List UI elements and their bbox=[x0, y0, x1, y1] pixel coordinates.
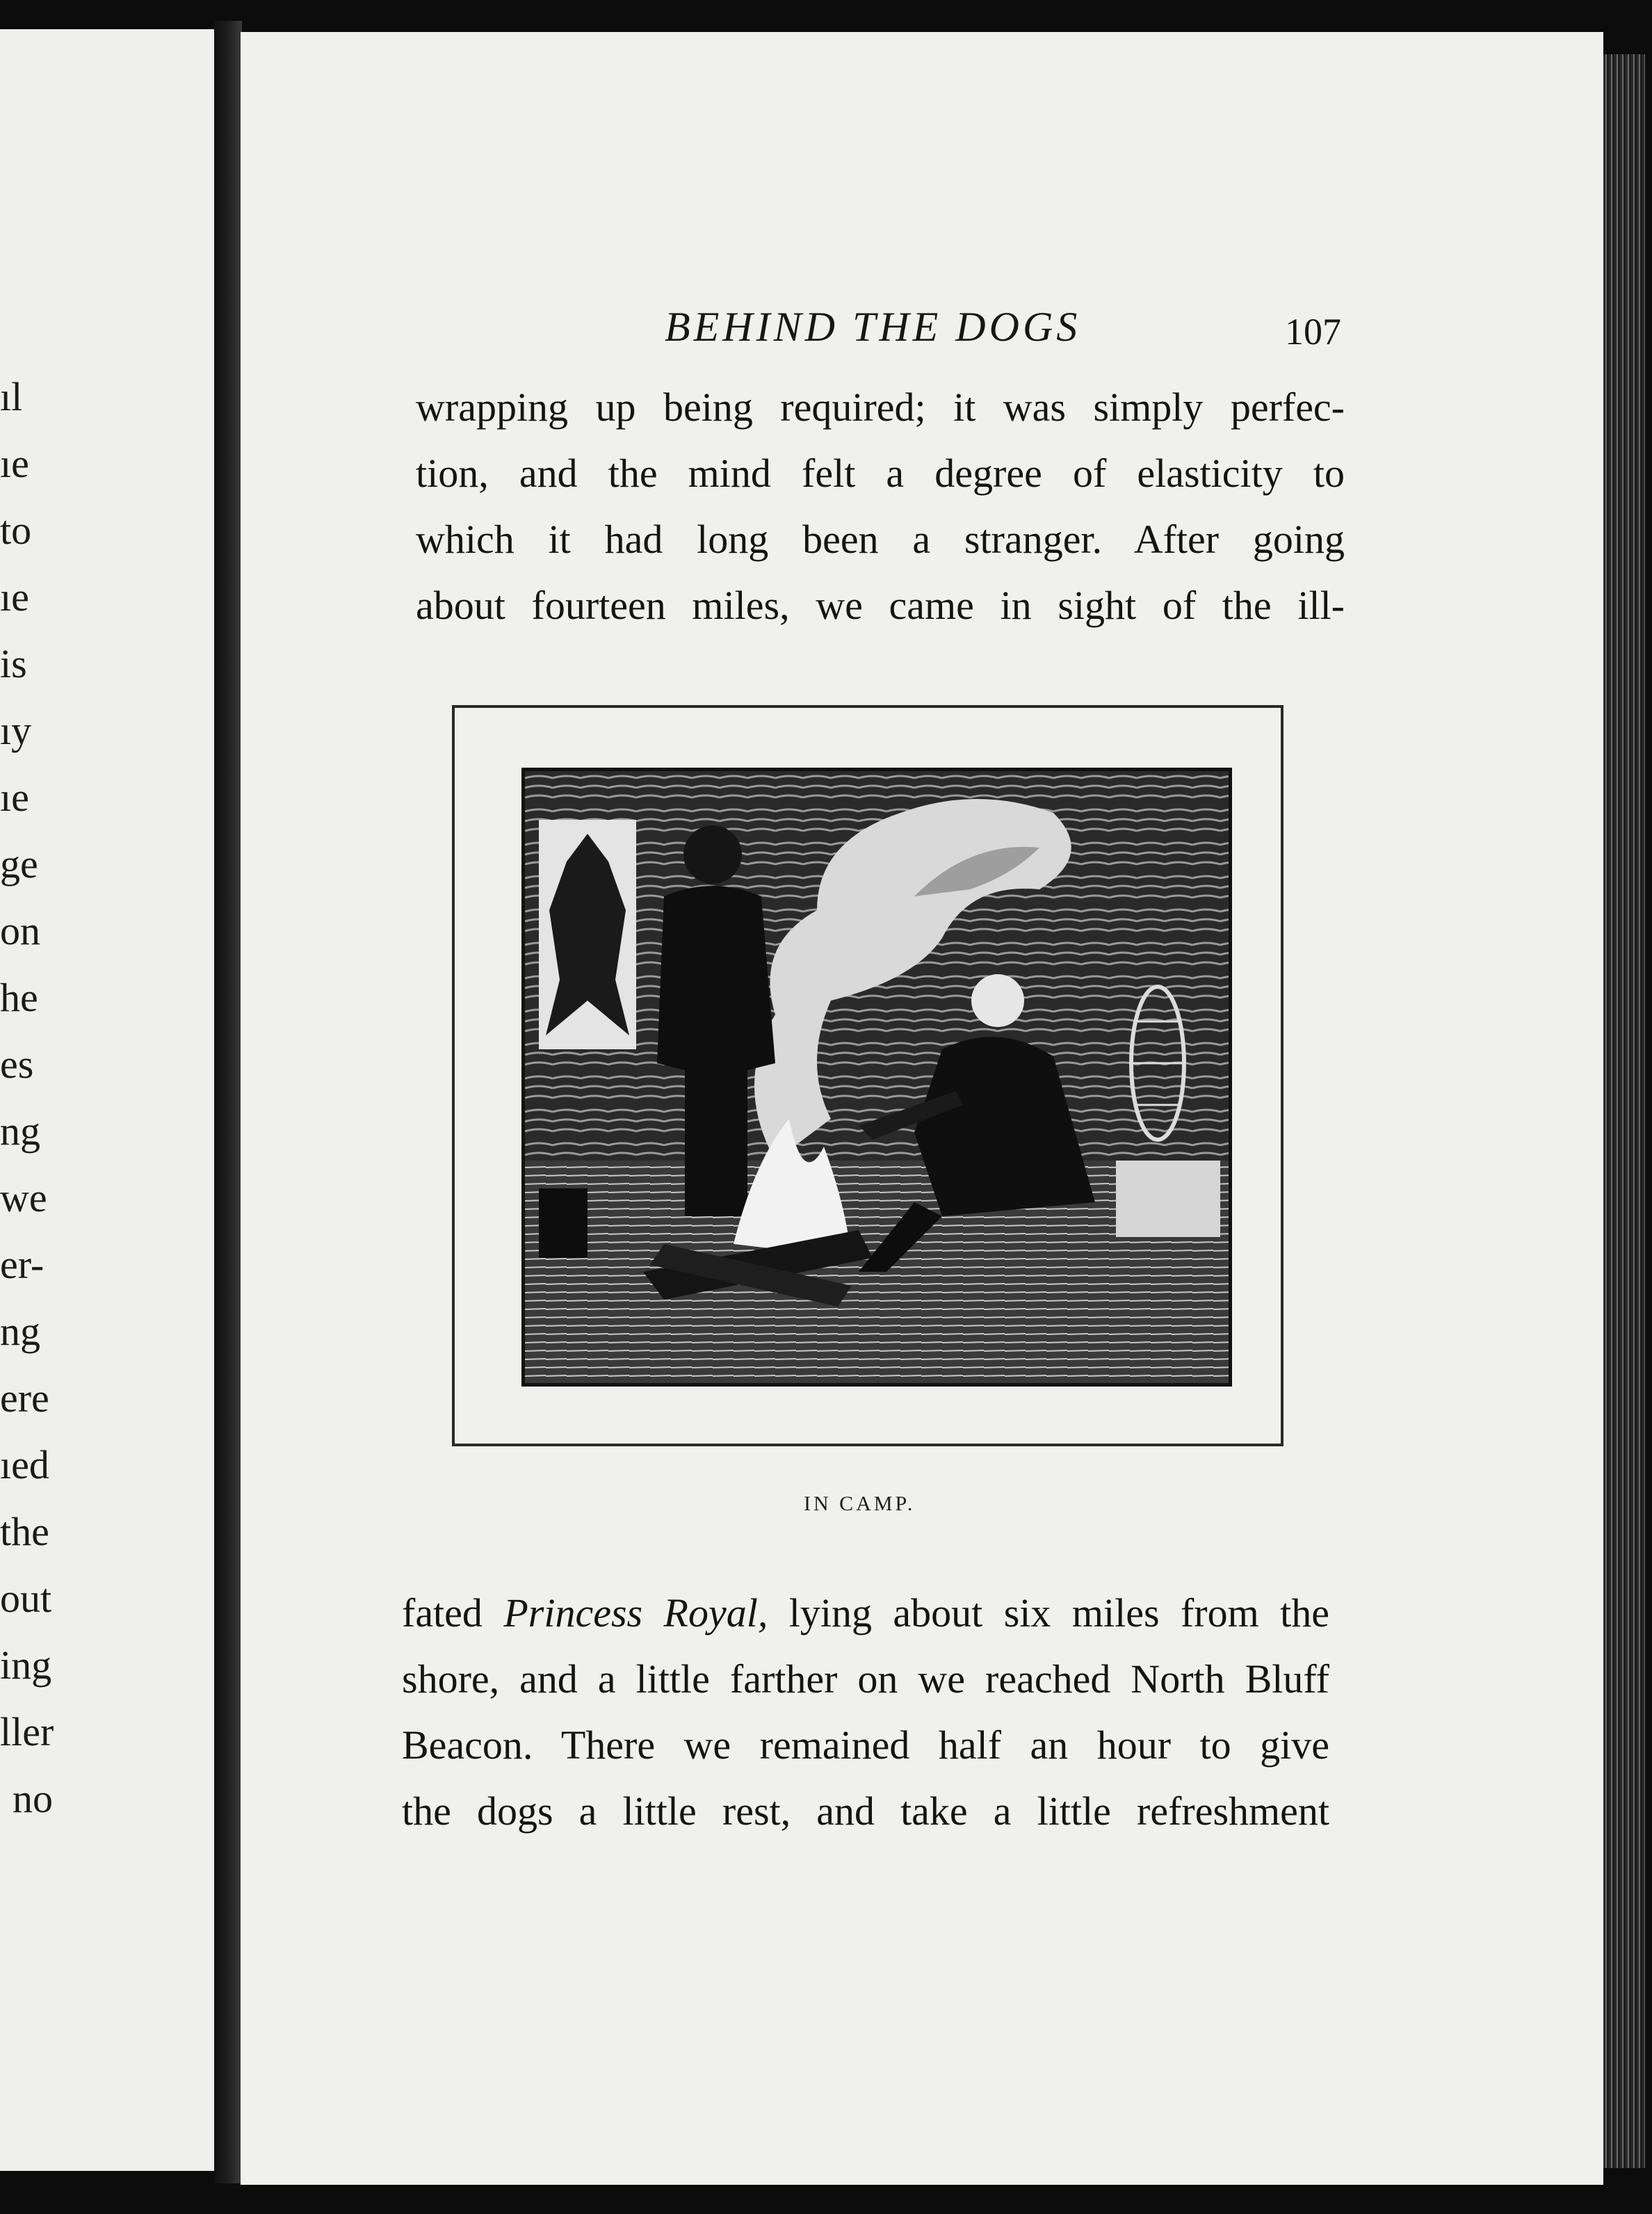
left-page bbox=[0, 29, 216, 2171]
page-number: 107 bbox=[1285, 311, 1341, 353]
page-edges bbox=[1603, 54, 1645, 2168]
left-page-fragment: to bbox=[0, 508, 32, 553]
left-page-fragment: no bbox=[13, 1776, 53, 1821]
left-page-fragment: he bbox=[0, 975, 38, 1020]
left-page-fragment: ing bbox=[0, 1642, 52, 1688]
text-line: which it had long been a stranger. After going bbox=[416, 517, 1345, 562]
left-page-fragment: ng bbox=[0, 1309, 40, 1354]
left-page-fragment: ge bbox=[0, 841, 38, 887]
text-line: about fourteen miles, we came in sight of the ill- bbox=[416, 583, 1345, 628]
left-page-fragment: ıe bbox=[0, 441, 29, 486]
text-line: wrapping up being required; it was simply perfec- bbox=[416, 385, 1345, 430]
text-line: Beacon. There we remained half an hour to give bbox=[402, 1722, 1329, 1768]
book-gutter bbox=[214, 21, 242, 2183]
left-page-fragment: we bbox=[0, 1175, 47, 1220]
illustration-caption: IN CAMP. bbox=[804, 1492, 916, 1515]
left-page-fragment: ıy bbox=[0, 708, 32, 753]
text-line: the dogs a little rest, and take a little refreshment bbox=[402, 1788, 1329, 1834]
text-line: tion, and the mind felt a degree of elasticity to bbox=[416, 451, 1345, 496]
body-text-after bbox=[402, 1580, 1329, 1844]
left-page-fragment: ıed bbox=[0, 1442, 49, 1487]
running-head: BEHIND THE DOGS bbox=[665, 304, 1081, 350]
left-page-fragment: es bbox=[0, 1042, 34, 1087]
left-page-fragment: ıe bbox=[0, 775, 29, 820]
left-page-fragment: ıl bbox=[0, 374, 23, 419]
text-span: fated bbox=[402, 1590, 504, 1635]
text-span: lying about six miles from the bbox=[768, 1590, 1329, 1635]
campfire-illustration-icon bbox=[521, 768, 1232, 1387]
text-line: shore, and a little farther on we reached North Bluff bbox=[402, 1656, 1329, 1702]
left-page-fragment: ıe bbox=[0, 574, 29, 620]
left-page-fragment: er- bbox=[0, 1242, 44, 1287]
left-page-fragment: ng bbox=[0, 1108, 40, 1154]
left-page-fragment: on bbox=[0, 908, 40, 953]
text-line bbox=[402, 1580, 1329, 1646]
body-text-before bbox=[416, 374, 1345, 638]
left-page-fragment: out bbox=[0, 1576, 52, 1621]
left-page-fragment: the bbox=[0, 1509, 49, 1554]
ship-name-italic: Princess Royal, bbox=[503, 1590, 768, 1635]
left-page-fragment: is bbox=[0, 641, 27, 686]
left-page-fragment: ller bbox=[0, 1709, 54, 1754]
left-page-fragment: ere bbox=[0, 1375, 49, 1421]
